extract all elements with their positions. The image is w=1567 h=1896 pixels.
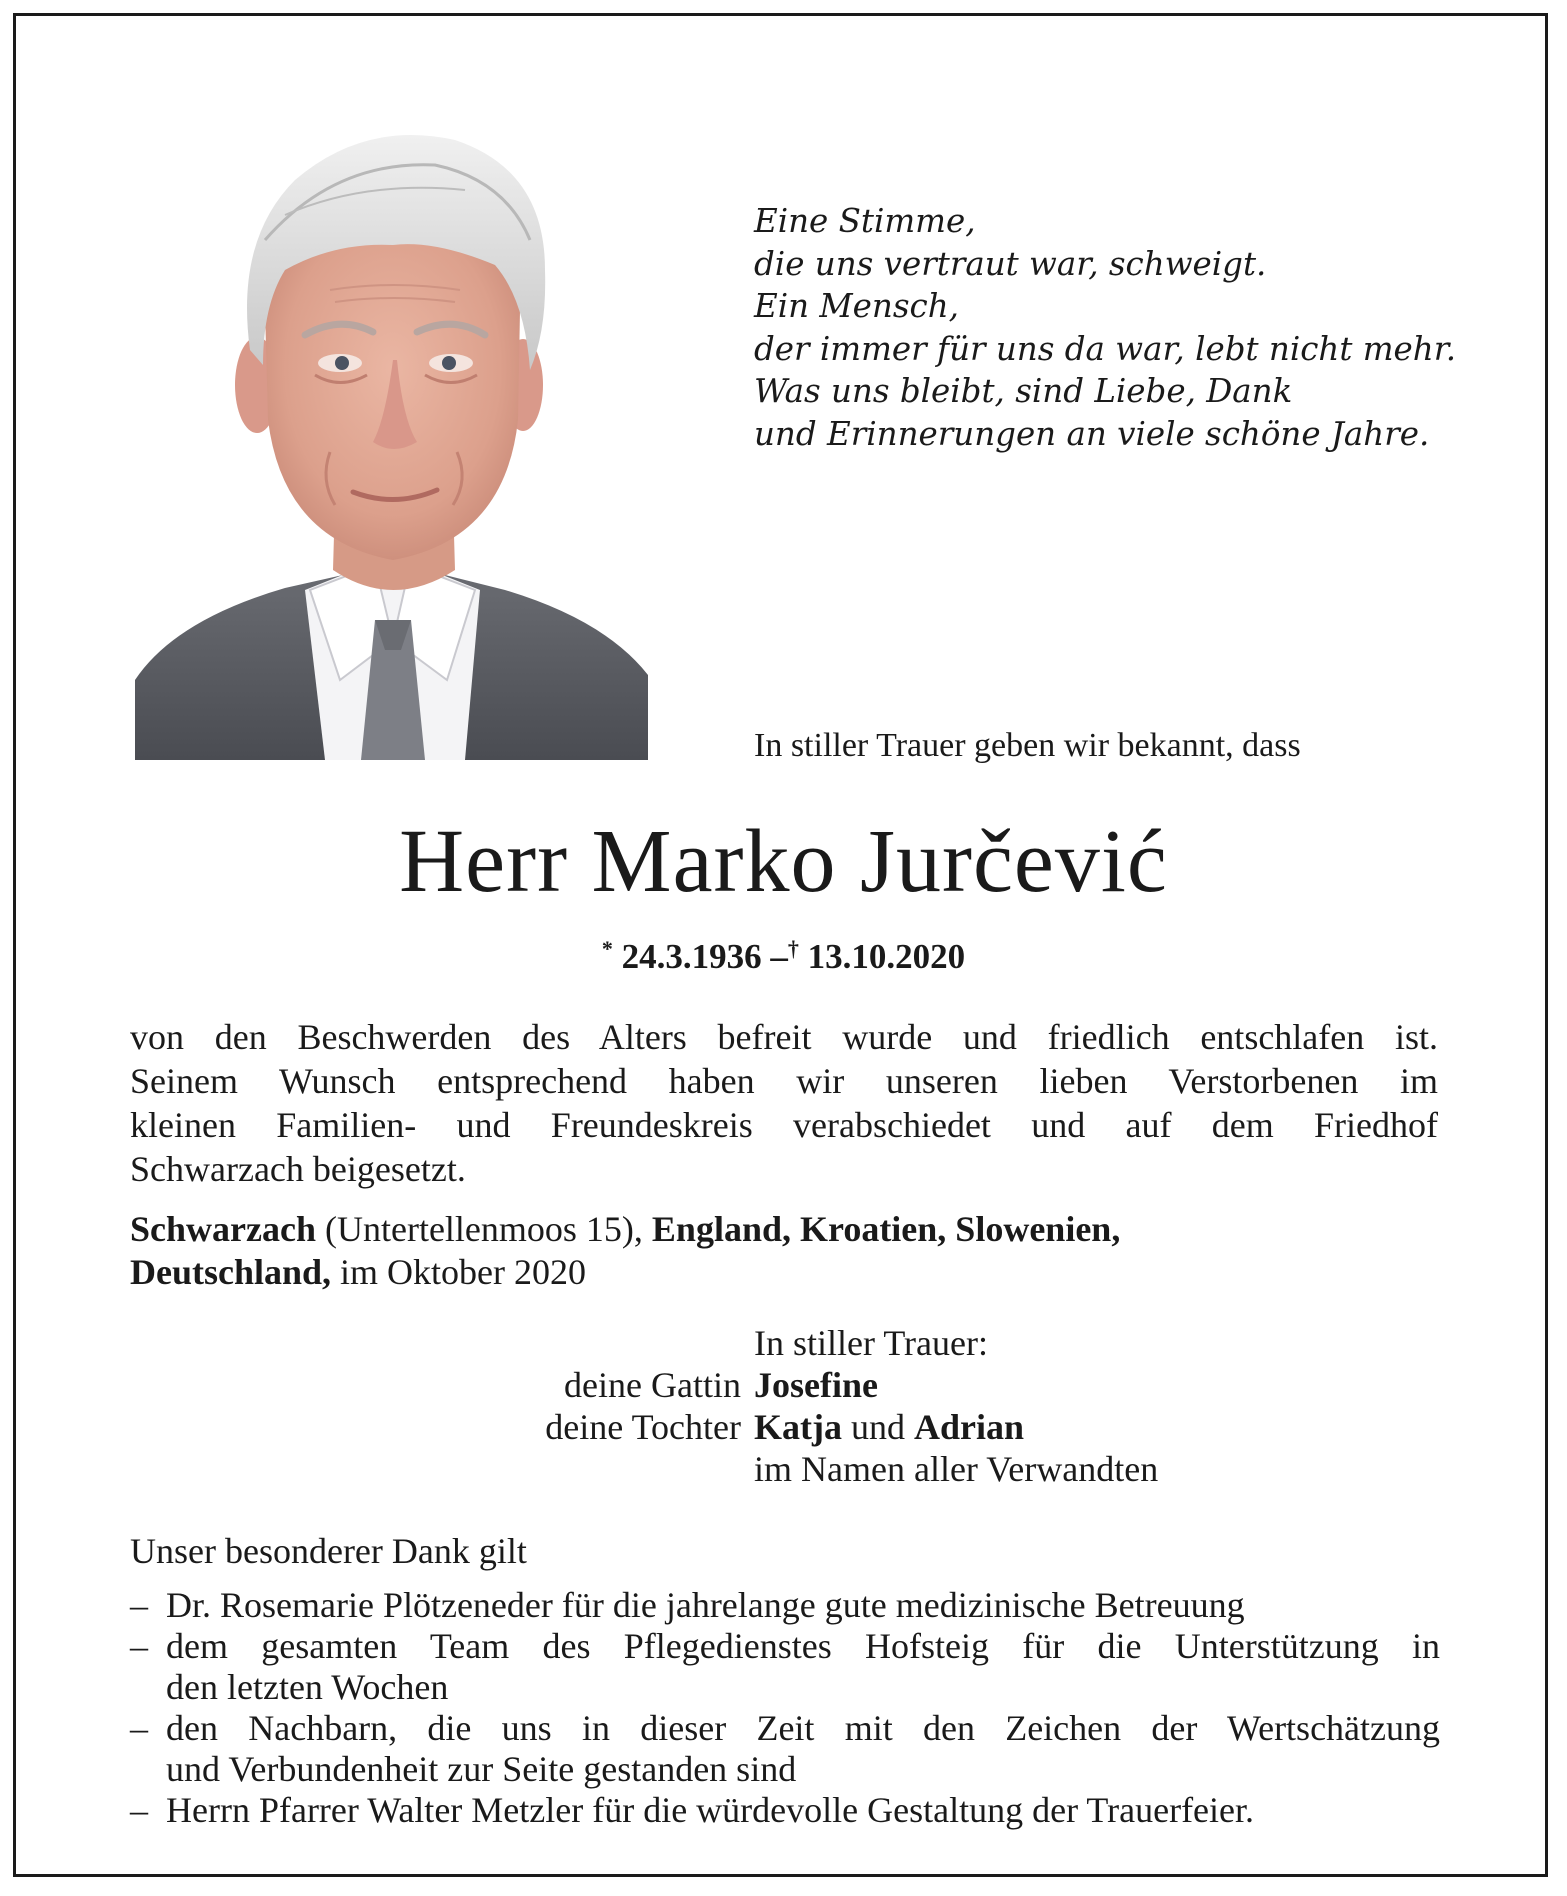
body-line: kleinen Familien- und Freundeskreis verabschiedet und auf dem Friedhof [130, 1105, 1438, 1145]
poem [754, 200, 1456, 455]
poem-line: der immer für uns da war, lebt nicht mehr. [754, 329, 1457, 368]
list-item [130, 1708, 1440, 1790]
thanks-line: dem gesamten Team des Pflegedienstes Hofsteig für die Unterstützung in [166, 1626, 1440, 1666]
life-dates [0, 936, 1567, 977]
death-date: 13.10.2020 [807, 937, 966, 976]
dash-bullet: – [130, 1708, 148, 1748]
thanks-line: und Verbundenheit zur Seite gestanden sind [166, 1749, 797, 1789]
poem-line: Ein Mensch, [754, 287, 959, 325]
birth-symbol: * [601, 936, 613, 961]
poem-line: Was uns bleibt, sind Liebe, Dank [754, 372, 1293, 410]
deceased-name: Herr Marko Jurčević [399, 812, 1168, 911]
poem-line: die uns vertraut war, schweigt. [754, 244, 1267, 283]
list-item [130, 1790, 1440, 1831]
announcement-body [130, 1015, 1438, 1191]
announcement-date: im Oktober 2020 [340, 1252, 587, 1292]
announcement-intro: In stiller Trauer geben wir bekannt, dass [754, 727, 1301, 764]
mourners-closing: im Namen aller Verwandten [754, 1449, 1159, 1489]
body-line: Seinem Wunsch entsprechend haben wir unseren lieben Verstorbenen im [130, 1061, 1438, 1101]
death-symbol: † [787, 936, 799, 961]
dash-bullet: – [130, 1626, 148, 1666]
wife-name: Josefine [754, 1365, 878, 1405]
list-item [130, 1585, 1440, 1626]
thanks-line: den Nachbarn, die uns in dieser Zeit mit den Zeichen der Wertschätzung [166, 1708, 1440, 1748]
wife-relation: deine Gattin [564, 1365, 741, 1405]
thanks-heading: Unser besonderer Dank gilt [130, 1531, 527, 1571]
date-separator: – [770, 937, 788, 976]
address: (Untertellenmoos 15), [324, 1209, 643, 1249]
thanks-list [130, 1585, 1440, 1831]
mourners-list [0, 1322, 1567, 1490]
countries-line-1: England, Kroatien, Slowenien, [651, 1209, 1121, 1249]
daughter-name: Katja [754, 1407, 842, 1447]
place-and-date [130, 1208, 1120, 1294]
countries-line-2: Deutschland, [130, 1252, 332, 1292]
list-item [130, 1626, 1440, 1708]
body-line: von den Beschwerden des Alters befreit wurde und friedlich entschlafen ist. [130, 1017, 1438, 1057]
thanks-line: Dr. Rosemarie Plötzeneder für die jahrelange gute medizinische Betreuung [166, 1585, 1245, 1625]
portrait-illustration [135, 120, 648, 760]
partner-name: Adrian [913, 1407, 1025, 1447]
dash-bullet: – [130, 1585, 148, 1625]
daughter-relation: deine Tochter [545, 1407, 741, 1447]
birth-date: 24.3.1936 [621, 937, 762, 976]
dash-bullet: – [130, 1790, 148, 1830]
thanks-line: den letzten Wochen [166, 1667, 449, 1707]
portrait-photo [135, 120, 648, 760]
conjunction: und [850, 1407, 905, 1447]
mourners-heading: In stiller Trauer: [754, 1323, 988, 1363]
town: Schwarzach [130, 1209, 316, 1249]
body-line: Schwarzach beigesetzt. [130, 1149, 466, 1189]
poem-line: Eine Stimme, [754, 202, 976, 240]
thanks-line: Herrn Pfarrer Walter Metzler für die würdevolle Gestaltung der Trauerfeier. [166, 1790, 1255, 1830]
poem-line: und Erinnerungen an viele schöne Jahre. [754, 414, 1430, 453]
